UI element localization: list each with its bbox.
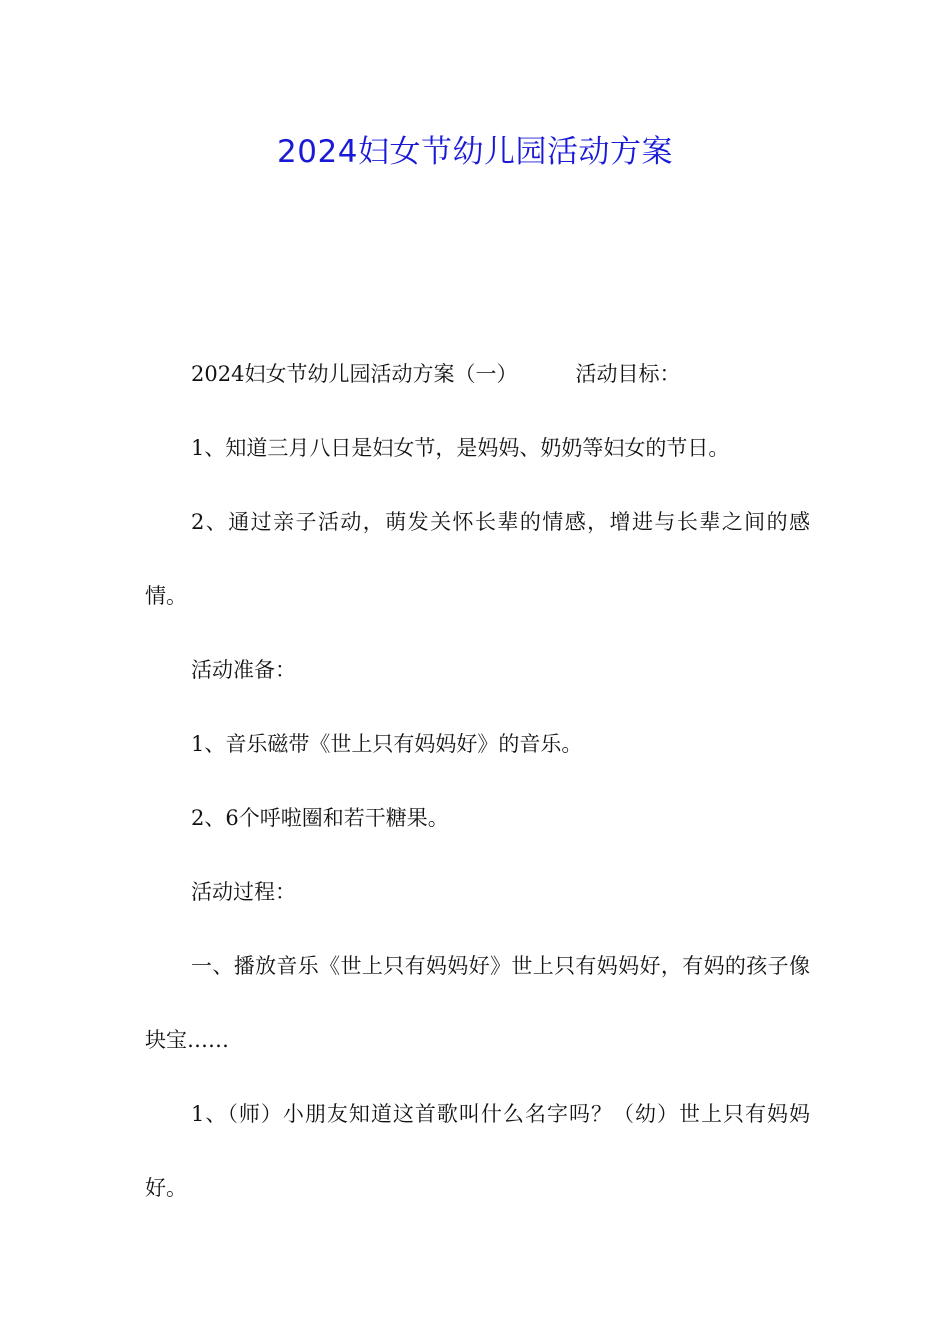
process-label: 活动过程：: [191, 880, 296, 904]
goal-item-2: 2、通过亲子活动，萌发关怀长辈的情感，增进与长辈之间的感情。: [145, 510, 810, 608]
process-step-1: 一、播放音乐《世上只有妈妈好》世上只有妈妈好，有妈的孩子像块宝……: [145, 954, 810, 1052]
preparation-item-2: 2、6个呼啦圈和若干糖果。: [191, 806, 449, 830]
preparation-label: 活动准备：: [191, 658, 296, 682]
preparation-item-1: 1、音乐磁带《世上只有妈妈好》的音乐。: [191, 732, 583, 756]
document-body: [145, 337, 810, 1225]
section-heading-line: [145, 337, 810, 411]
goal-item-1: 1、知道三月八日是妇女节，是妈妈、奶奶等妇女的节日。: [191, 436, 730, 460]
section-heading: 2024妇女节幼儿园活动方案（一）: [191, 362, 518, 386]
goals-label: 活动目标：: [575, 362, 681, 386]
document-title: 2024妇女节幼儿园活动方案: [277, 134, 673, 170]
process-dialogue-1: 1、（师）小朋友知道这首歌叫什么名字吗？（幼）世上只有妈妈好。: [145, 1102, 810, 1200]
